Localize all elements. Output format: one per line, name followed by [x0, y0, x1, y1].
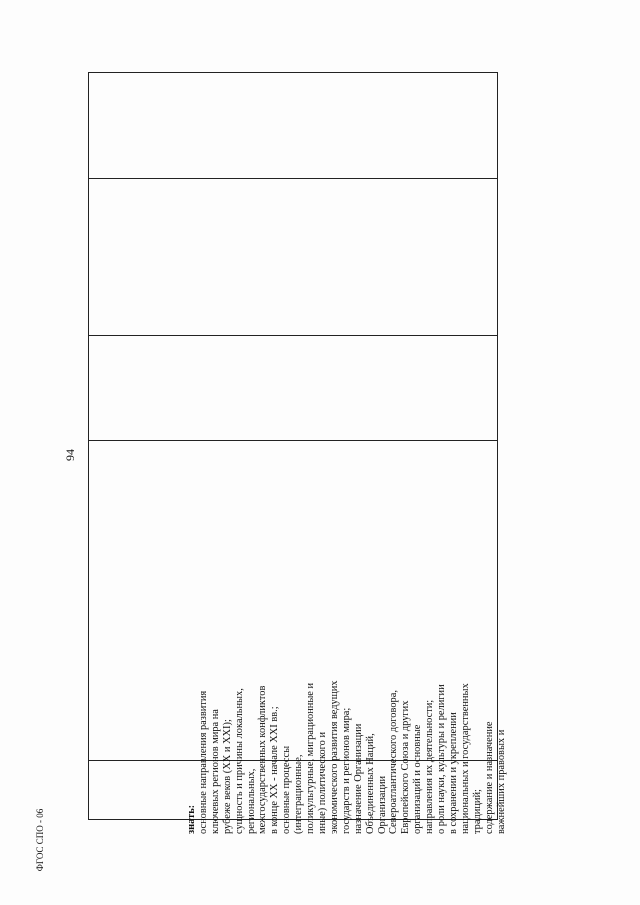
- table-divider-1: [88, 178, 498, 179]
- content-line: сущность и причины локальных,: [233, 688, 245, 834]
- content-line: содержание и назначение: [483, 721, 495, 834]
- content-line: Объединенных Наций,: [364, 733, 376, 834]
- content-line: основные направления развития: [197, 690, 209, 834]
- content-line: направления их деятельности;: [424, 699, 436, 834]
- content-line: государств и регионов мира;: [340, 707, 352, 834]
- content-line: рубеже веков (XX и XXI);: [221, 719, 233, 834]
- content-line: поликультурные, миграционные и: [305, 682, 317, 834]
- content-line: традиций;: [471, 789, 483, 834]
- content-line: (интеграционные,: [293, 754, 305, 834]
- footer-code: ФГОС СПО - 06: [35, 808, 45, 872]
- content-line: основные процессы: [281, 745, 293, 834]
- content-line: иные) политического и: [316, 731, 328, 834]
- content-line: экономического развития ведущих: [328, 680, 340, 834]
- page-number: 94: [63, 449, 77, 461]
- content-cell: [186, 496, 507, 836]
- content-line: межгосударственных конфликтов: [257, 685, 269, 834]
- content-line: ключевых регионов мира на: [209, 709, 221, 834]
- content-line: региональных,: [245, 768, 257, 834]
- content-line: назначение Организации: [352, 723, 364, 834]
- content-heading: знать:: [186, 804, 197, 834]
- content-line: в конце XX - начале XXI вв.;: [269, 706, 281, 834]
- table-divider-2: [88, 335, 498, 336]
- content-line: в сохранении и укреплении: [447, 712, 459, 834]
- content-line: Организации: [376, 775, 388, 834]
- content-line: о роли науки, культуры и религии: [436, 684, 448, 834]
- content-line: организаций и основные: [412, 724, 424, 834]
- table-divider-3: [88, 440, 498, 441]
- content-line: важнейших правовых и: [495, 729, 507, 834]
- content-line: национальных и государственных: [459, 683, 471, 834]
- content-line: Североатлантического договора,: [388, 690, 400, 834]
- content-line: Европейского Союза и других: [400, 700, 412, 834]
